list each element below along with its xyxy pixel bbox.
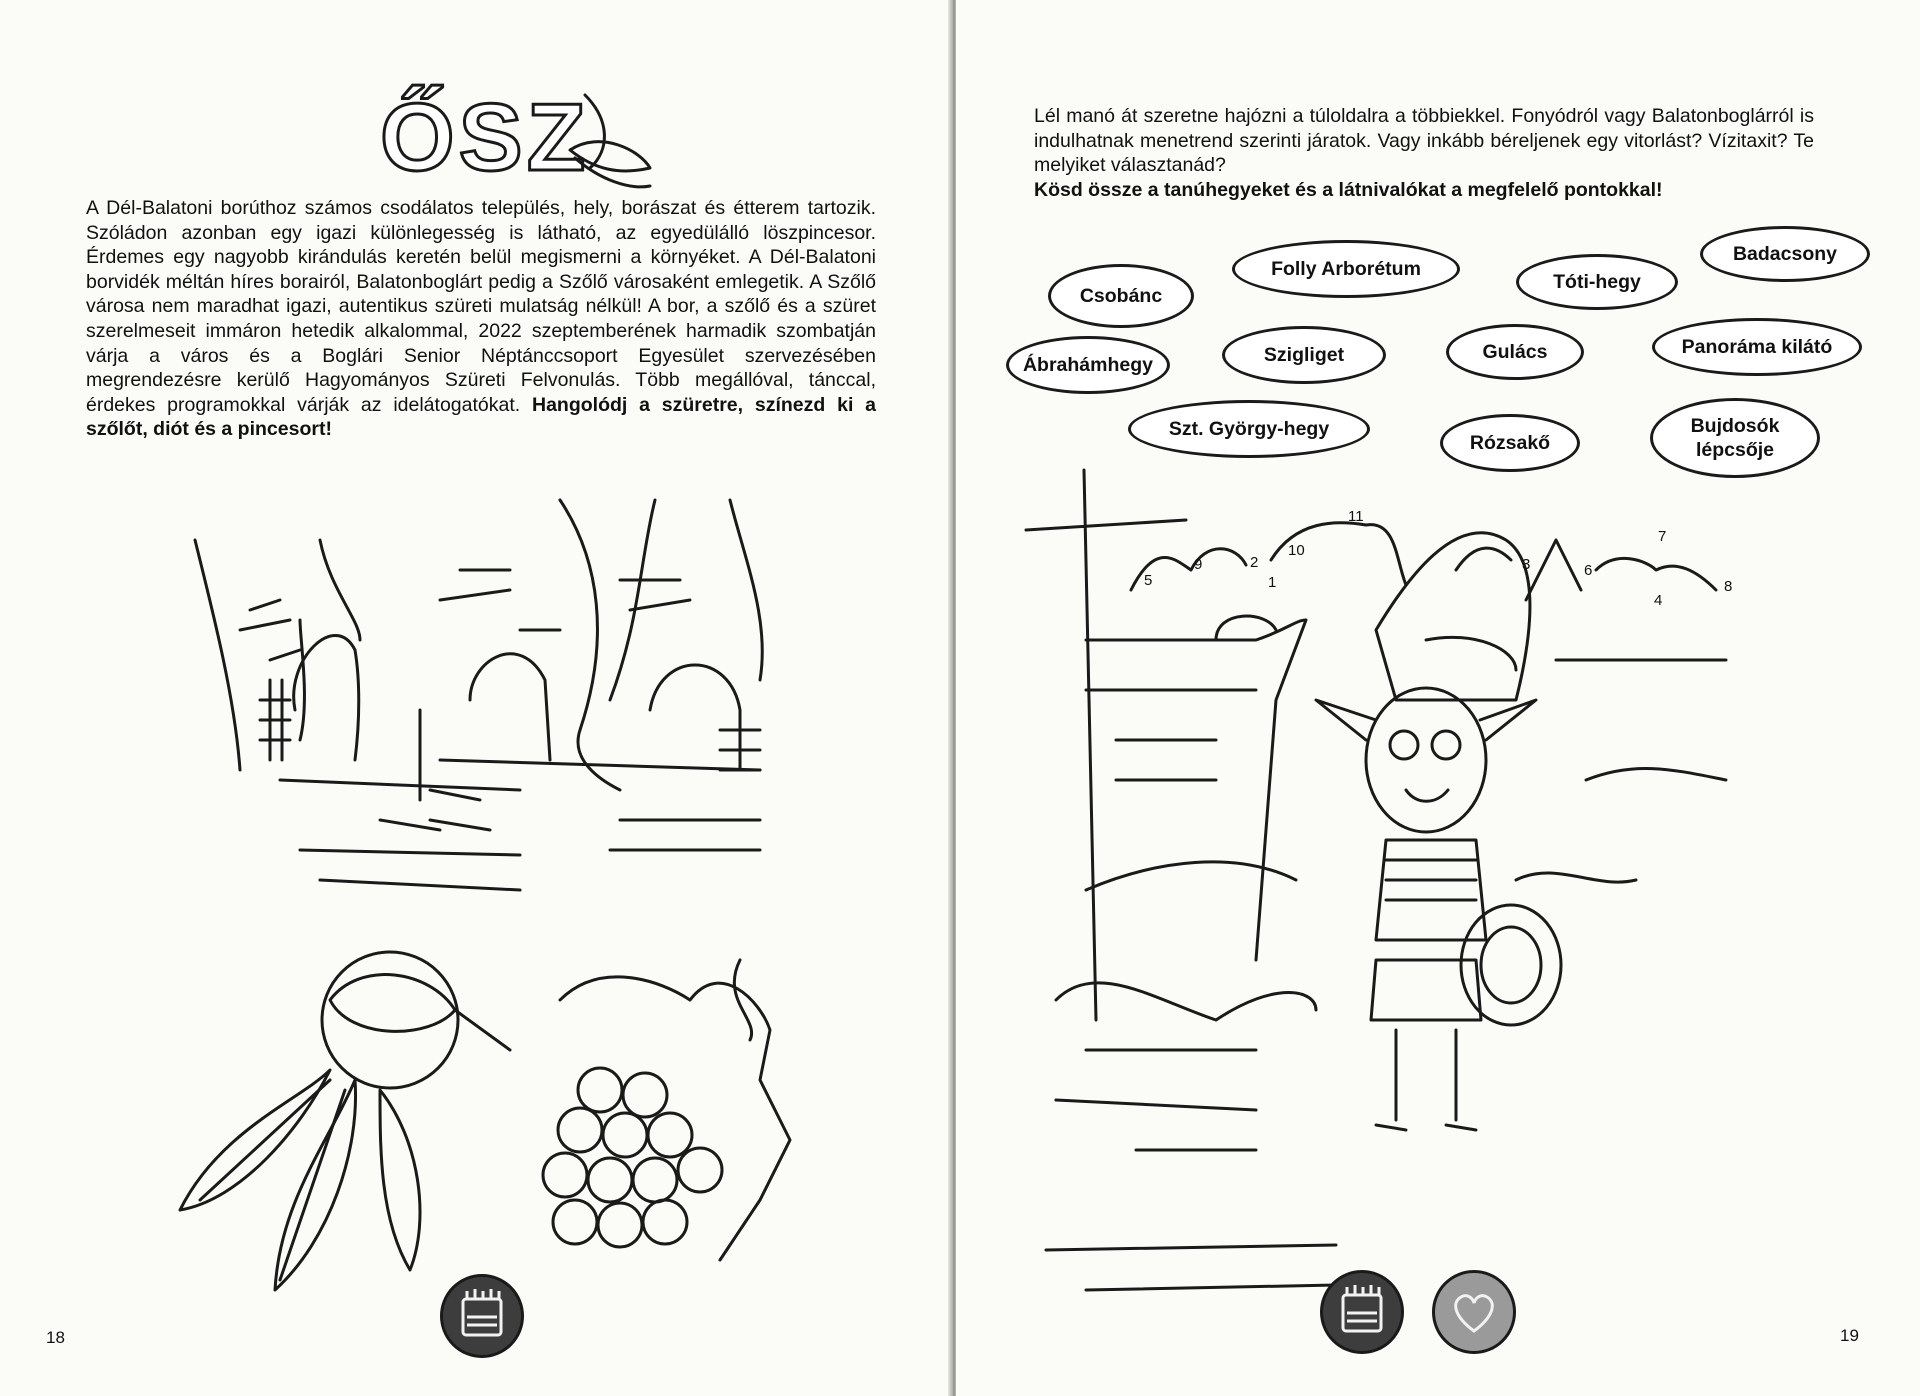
place-bubble-abrahamhegy: Ábrahámhegy bbox=[1006, 336, 1170, 394]
instruction-text: Hangolódj a szüretre, színezd ki a szőlőt, diót és a pincesort! bbox=[86, 393, 877, 441]
place-bubble-toti-hegy: Tóti-hegy bbox=[1516, 254, 1678, 310]
instruction-text: Kösd össze a tanúhegyeket és a látnivalókat a megfelelő pontokkal! bbox=[1034, 178, 1663, 201]
body-paragraph: A Dél-Balatoni borúthoz számos csodálatos település, hely, borászat és étterem tartozik. Szóládon azonban egy igazi különlegesség is látható, az egyedülálló löszpincesor. Érdemes egy nagyobb kirándulás keretén belül megismerni a környéket. A Dél-Balatoni borvidék méltán híres borairól, Balatonboglárt pedig a Szőlő városaként emlegetik. A Szőlő városa nem maradhat igazi, autentikus szüreti mulatság nélkül! A bor, a szőlő és a szüret szerelmeseit immáron hetedik alkalommal, 2022 szeptemberének harmadik szombatján várja a város és a Boglári Senior Néptánccsoport Egyesület szervezésében megrendezésre kerülő Hagyományos Szüreti Felvonulás. Több megállóval, tánccal, érdekes programokkal várják az idelátogatókat. Hangolódj a szüretre, színezd ki a szőlőt, diót és a pincesort! bbox=[86, 197, 877, 441]
dot-number: 7 bbox=[1658, 528, 1667, 545]
dot-number: 5 bbox=[1144, 572, 1153, 589]
place-bubble-szt-gyorgy-hegy: Szt. György-hegy bbox=[1128, 400, 1370, 458]
dot-number: 1 bbox=[1268, 574, 1277, 591]
place-bubble-szigliget: Szigliget bbox=[1222, 326, 1386, 384]
connect-dots-scene bbox=[956, 0, 1920, 1396]
dot-number: 2 bbox=[1250, 554, 1259, 571]
dot-number: 3 bbox=[1522, 556, 1531, 573]
place-bubble-bujdosok-lepcsoje: Bujdosók lépcsője bbox=[1650, 398, 1820, 478]
place-bubble-csobanc: Csobánc bbox=[1048, 264, 1194, 328]
dot-number: 6 bbox=[1584, 562, 1593, 579]
crayon-box-icon bbox=[440, 1274, 524, 1358]
dot-number: 11 bbox=[1348, 508, 1364, 525]
crayon-box-icon bbox=[1320, 1270, 1404, 1354]
dot-number: 8 bbox=[1724, 578, 1733, 595]
page-number: 18 bbox=[46, 1328, 65, 1347]
dot-number: 9 bbox=[1194, 556, 1203, 573]
grape-bunch-drawing bbox=[0, 0, 952, 1396]
place-bubble-panorama-kilato: Panoráma kilátó bbox=[1652, 318, 1862, 376]
dot-number: 10 bbox=[1288, 542, 1305, 559]
left-page bbox=[0, 0, 952, 1396]
place-bubble-folly-arboretum: Folly Arborétum bbox=[1232, 240, 1460, 298]
intro-paragraph: Lél manó át szeretne hajózni a túloldalra a többiekkel. Fonyódról vagy Balatonboglárról is indulhatnak menetrend szerinti járatok. Vagy inkább béreljenek egy vitorlást? Vízitaxit? Te melyiket választanád? Kösd össze a tanúhegyeket és a látnivalókat a megfelelő pontokkal! bbox=[1034, 105, 1814, 201]
right-page bbox=[956, 0, 1920, 1396]
dot-number: 4 bbox=[1654, 592, 1663, 609]
heart-icon bbox=[1432, 1270, 1516, 1354]
place-bubble-gulacs: Gulács bbox=[1446, 324, 1584, 380]
page-number: 19 bbox=[1840, 1326, 1859, 1345]
place-bubble-rozsako: Rózsakő bbox=[1440, 414, 1580, 472]
page-title: ŐSZ bbox=[380, 84, 590, 191]
place-bubble-badacsony: Badacsony bbox=[1700, 226, 1870, 282]
